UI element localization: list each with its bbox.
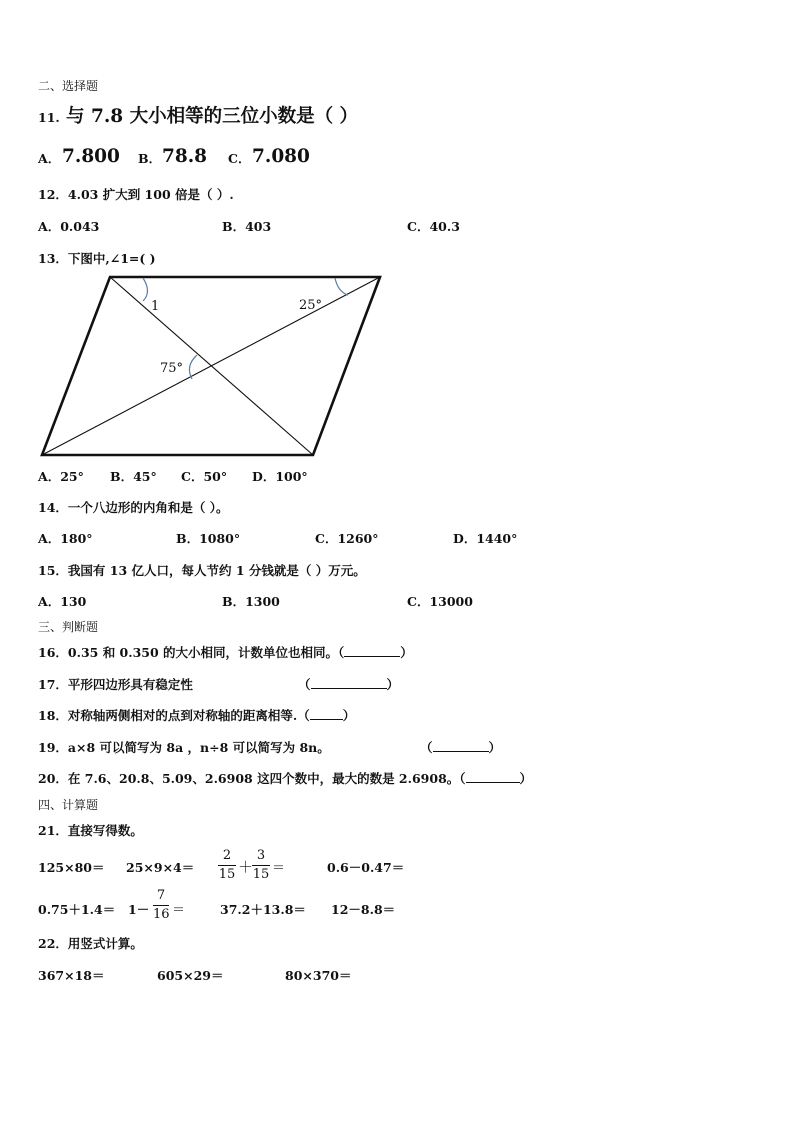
q20-text: 20．在 7.6、20.8、5.09、2.6908 这四个数中，最大的数是 2.6908。（ [38, 771, 466, 786]
q11-option-a-label: A． [38, 151, 61, 166]
q17-open-paren: （ [298, 677, 311, 692]
q12-option-a: A．0.043 [38, 219, 100, 234]
q22-expr-1: 367×18＝ [38, 968, 105, 983]
angle-arc-1 [143, 278, 148, 301]
q21-expr-6-prefix: 1－ [128, 902, 150, 917]
q14-option-a: A．180° [38, 531, 93, 546]
fraction-numerator: 2 [222, 848, 232, 863]
q19-open-paren: （ [420, 740, 433, 755]
q18-close-paren: ） [342, 708, 356, 723]
q17-answer-blank[interactable] [311, 676, 387, 689]
q20-answer-blank[interactable] [466, 770, 520, 783]
q21-expr-8: 12－8.8＝ [331, 902, 396, 917]
q11-number: 11. [38, 110, 60, 125]
q15-option-b: B．1300 [222, 594, 280, 609]
q21-expr-7: 37.2＋13.8＝ [220, 902, 306, 917]
q11-option-c-value: 7.080 [252, 146, 310, 167]
fraction-bar [218, 865, 236, 866]
fraction-numerator: 7 [156, 888, 166, 903]
equals-sign: ＝ [272, 861, 286, 876]
q11-option-a-value: 7.800 [62, 146, 120, 167]
q19-text: 19．a×8 可以简写为 8a ，n÷8 可以简写为 8n。 [38, 740, 330, 755]
q17-close-paren: ） [386, 677, 400, 692]
q12-option-b: B．403 [222, 219, 272, 234]
q13-option-c: C．50° [181, 469, 228, 484]
q13-option-a: A．25° [38, 469, 84, 484]
angle-arc-25 [335, 278, 348, 295]
q17-answer [298, 676, 399, 694]
q21-text: 21．直接写得数。 [38, 823, 143, 838]
q11-text: 与 7.8 大小相等的三位小数是（ ） [66, 106, 359, 127]
angle-label-25: 25° [299, 298, 323, 313]
fraction-bar [252, 865, 270, 866]
q18-statement [38, 707, 355, 725]
q11-option-b-value: 78.8 [162, 146, 208, 167]
fraction-2-15 [218, 848, 236, 883]
fraction-numerator: 3 [256, 848, 266, 863]
q13-option-d: D．100° [252, 469, 308, 484]
q22-expr-3: 80×370＝ [285, 968, 352, 983]
q14-option-d: D．1440° [453, 531, 518, 546]
q21-expr-2: 25×9×4＝ [126, 860, 195, 875]
q12-text: 12．4.03 扩大到 100 倍是（ ）. [38, 187, 234, 202]
q11-option-b-label: B． [138, 151, 162, 166]
equals-sign: ＝ [172, 903, 186, 918]
q19-close-paren: ） [488, 740, 502, 755]
q13-option-b: B．45° [110, 469, 157, 484]
plus-sign: ＋ [238, 858, 254, 876]
q16-answer-blank[interactable] [344, 644, 400, 657]
q16-statement [38, 644, 413, 662]
section-title-choice: 二、选择题 [38, 79, 99, 93]
q13-text: 13．下图中,∠1=( ) [38, 251, 156, 266]
angle-label-1: 1 [151, 299, 160, 314]
parallelogram-figure [30, 268, 390, 464]
q21-expr-4: 0.6－0.47＝ [327, 860, 405, 875]
fraction-denominator: 15 [252, 867, 270, 882]
q14-text: 14．一个八边形的内角和是（ ）。 [38, 500, 229, 515]
q15-option-c: C．13000 [407, 594, 473, 609]
fraction-denominator: 15 [218, 867, 236, 882]
angle-label-75: 75° [160, 361, 184, 376]
q15-text: 15．我国有 13 亿人口，每人节约 1 分钱就是（ ）万元。 [38, 563, 366, 578]
diagonal-bottom-left-to-top-right [42, 277, 380, 455]
q21-expr-5: 0.75＋1.4＝ [38, 902, 116, 917]
q19-answer-blank[interactable] [433, 739, 489, 752]
q19-answer [420, 739, 501, 757]
q11-option-c-label: C． [228, 151, 251, 166]
fraction-7-16 [153, 888, 169, 923]
q16-text: 16．0.35 和 0.350 的大小相同，计数单位也相同。（ [38, 645, 345, 660]
q17-text: 17．平形四边形具有稳定性 [38, 677, 193, 692]
fraction-denominator: 16 [153, 907, 170, 922]
q20-close-paren: ） [519, 771, 533, 786]
fraction-bar [153, 905, 169, 906]
q16-close-paren: ） [400, 645, 413, 660]
section-title-calc: 四、计算题 [38, 798, 99, 812]
section-title-judge: 三、判断题 [38, 620, 99, 634]
q22-expr-2: 605×29＝ [157, 968, 224, 983]
q22-text: 22．用竖式计算。 [38, 936, 143, 951]
fraction-3-15 [252, 848, 270, 883]
q12-option-c: C．40.3 [407, 219, 460, 234]
q14-option-c: C．1260° [315, 531, 379, 546]
q18-answer-blank[interactable] [310, 707, 343, 720]
q21-expr-1: 125×80＝ [38, 860, 105, 875]
q14-option-b: B．1080° [176, 531, 241, 546]
q15-option-a: A．130 [38, 594, 87, 609]
q20-statement [38, 770, 532, 788]
q18-text: 18．对称轴两侧相对的点到对称轴的距离相等.（ [38, 708, 310, 723]
